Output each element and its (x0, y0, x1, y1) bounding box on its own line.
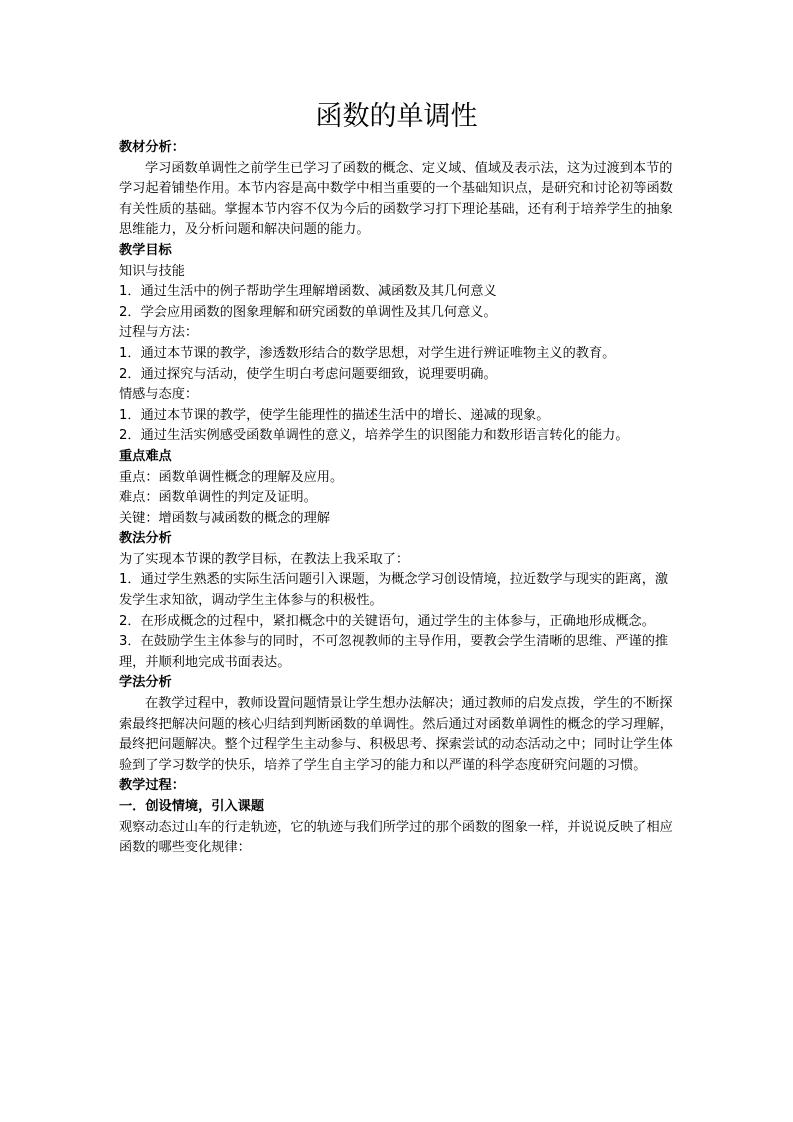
heading-material-analysis: 教材分析： (119, 140, 185, 155)
heading-teaching-goals: 教学目标 (119, 242, 172, 258)
page-title: 函数的单调性 (315, 101, 478, 132)
list-item-key: 关键：增函数与减函数的概念的理解 (119, 510, 330, 526)
heading-teaching-process: 教学过程： (119, 778, 185, 794)
subheading-create-situation: 一．创设情境，引入课题 (119, 799, 265, 814)
list-item-teaching-method-3: 3．在鼓励学生主体参与的同时，不可忽视教师的主导作用，要教会学生清晰的思维、严谨的推理，并顺利地完成书面表达。 (119, 634, 669, 670)
list-item-knowledge-2: 2．学会应用函数的图象理解和研究函数的单调性及其几何意义。 (119, 304, 497, 320)
list-item-difficulty: 难点：函数单调性的判定及证明。 (119, 490, 317, 506)
paragraph-study-method: 在教学过程中，教师设置问题情景让学生想办法解决；通过教师的启发点拨，学生的不断探索最终把解决问题的核心归结到判断函数的单调性。然后通过对函数单调性的概念的学习理解，最终把问题解决。整个过程学生主动参与、积极思考、探索尝试的动态活动之中；同时让学生体验到了学习数学的快乐，培养了学生自主学习的能力和以严谨的科学态度研究问题的习惯。 (119, 696, 673, 773)
heading-study-method: 学法分析 (119, 675, 172, 691)
list-item-knowledge-1: 1．通过生活中的例子帮助学生理解增函数、减函数及其几何意义 (119, 284, 497, 300)
paragraph-teaching-method-intro: 为了实现本节课的教学目标，在教法上我采取了： (119, 551, 410, 567)
heading-key-points: 重点难点 (119, 448, 172, 464)
paragraph-roller-coaster: 观察动态过山车的行走轨迹，它的轨迹与我们所学过的那个函数的图象一样，并说说反映了相应函数的哪些变化规律： (119, 819, 673, 856)
list-item-emotion-2: 2．通过生活实例感受函数单调性的意义，培养学生的识图能力和数形语言转化的能力。 (119, 428, 629, 444)
paragraph-material-analysis: 学习函数单调性之前学生已学习了函数的概念、定义域、值域及表示法，这为过渡到本节的学习起着铺垫作用。本节内容是高中数学中相当重要的一个基础知识点，是研究和讨论初等函数有关性质的基础。掌握本节内容不仅为今后的函数学习打下理论基础，还有利于培养学生的抽象思维能力，及分析问题和解决问题的能力。 (119, 160, 673, 238)
list-item-process-2: 2．通过探究与活动，使学生明白考虑问题要细致，说理要明确。 (119, 366, 497, 382)
list-item-process-1: 1．通过本节课的教学，渗透数形结合的数学思想，对学生进行辨证唯物主义的教育。 (119, 345, 616, 361)
label-knowledge-skills: 知识与技能 (119, 263, 185, 279)
heading-teaching-method: 教法分析 (119, 531, 172, 547)
document-body (119, 138, 677, 859)
label-process-methods: 过程与方法： (119, 325, 199, 341)
list-item-emotion-1: 1．通过本节课的教学，使学生能理性的描述生活中的增长、递减的现象。 (119, 407, 550, 423)
label-emotion-attitude: 情感与态度： (119, 387, 199, 403)
list-item-key-point: 重点：函数单调性概念的理解及应用。 (119, 469, 344, 485)
list-item-teaching-method-2: 2．在形成概念的过程中，紧扣概念中的关键语句，通过学生的主体参与，正确地形成概念。 (119, 613, 655, 629)
list-item-teaching-method-1: 1．通过学生熟悉的实际生活问题引入课题，为概念学习创设情境，拉近数学与现实的距离，激发学生求知欲，调动学生主体参与的积极性。 (119, 572, 669, 609)
